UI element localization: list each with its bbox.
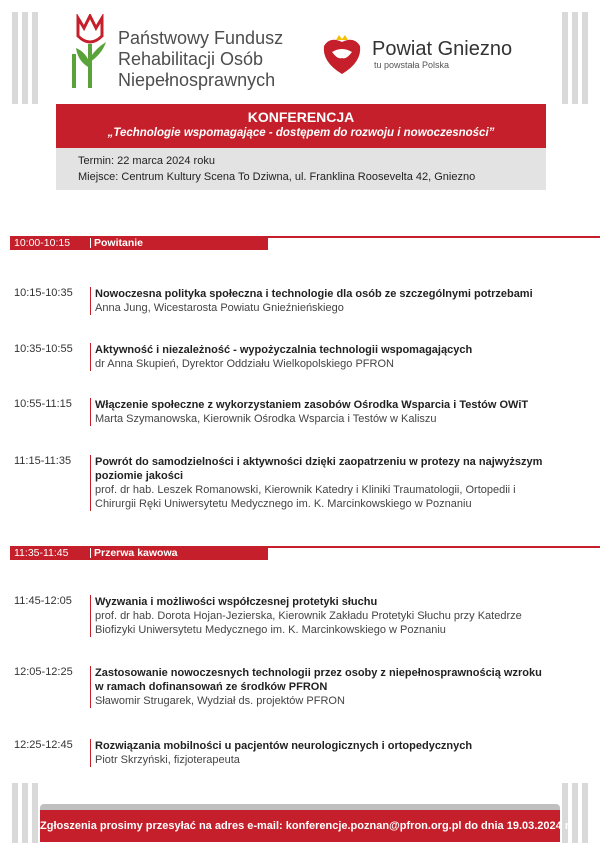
event-date: Termin: 22 marca 2024 roku: [78, 155, 215, 167]
conference-header: [56, 104, 546, 148]
pfron-name-line2: Rehabilitacji Osób: [118, 49, 264, 69]
conference-title: KONFERENCJA: [247, 109, 355, 125]
agenda-time: 11:45-12:05: [14, 595, 72, 607]
registration-text: Zgłoszenia prosimy przesyłać na adres e-mail: konferencje.poznan@pfron.org.pl do dnia 19.03.2024 r.: [40, 820, 572, 832]
powiat-logo: [320, 32, 512, 76]
agenda-speaker: prof. dr hab. Dorota Hojan-Jezierska, Kierownik Zakładu Protetyki Słuchu przy Katedrze Biofizyki Uniwersytetu Medycznego im. K. Marcinkowskiego w Poznaniu: [95, 610, 522, 636]
registration-footer: [40, 810, 572, 842]
decorative-bars-left: [12, 12, 38, 104]
powiat-tagline: tu powstała Polska: [374, 60, 450, 70]
decorative-bars-right: [562, 12, 588, 104]
agenda-speaker: Sławomir Strugarek, Wydział ds. projektów PFRON: [95, 695, 345, 707]
agenda-title: Rozwiązania mobilności u pacjentów neurologicznych i ortopedycznych: [95, 740, 473, 752]
agenda-time: 11:15-11:35: [14, 455, 72, 467]
section-label: Przerwa kawowa: [94, 547, 178, 559]
agenda-speaker: dr Anna Skupień, Dyrektor Oddziału Wielkopolskiego PFRON: [95, 358, 394, 370]
agenda-time: 10:35-10:55: [14, 343, 73, 355]
pfron-name-line1: Państwowy Fundusz: [118, 28, 284, 48]
section-coffee-break: [10, 546, 600, 560]
agenda-title: Aktywność i niezależność - wypożyczalnia technologii wspomagających: [95, 344, 473, 356]
agenda-time: 10:15-10:35: [14, 287, 73, 299]
agenda-title: Włączenie społeczne z wykorzystaniem zasobów Ośrodka Wsparcia i Testów OWiT: [95, 399, 529, 411]
decorative-bars-bottom-right: [562, 783, 588, 843]
agenda-speaker: Anna Jung, Wicestarosta Powiatu Gnieźnieńskiego: [95, 302, 344, 314]
agenda-speaker: Marta Szymanowska, Kierownik Ośrodka Wsparcia i Testów w Kaliszu: [95, 413, 437, 425]
decorative-bars-bottom-left: [12, 783, 38, 843]
powiat-name: Powiat Gniezno: [372, 38, 513, 60]
section-time: 10:00-10:15: [14, 237, 71, 249]
agenda-time: 12:25-12:45: [14, 739, 73, 751]
pfron-logo: [70, 14, 283, 91]
section-label: Powitanie: [94, 237, 144, 249]
agenda-speaker: Piotr Skrzyński, fizjoterapeuta: [95, 754, 240, 766]
pfron-name-line3: Niepełnosprawnych: [118, 70, 276, 90]
section-welcome: [10, 236, 600, 250]
agenda-title: Powrót do samodzielności i aktywności dzięki zaopatrzeniu w protezy na najwyższym poziomie jakości: [95, 456, 543, 482]
pfron-tulip-logo-icon: [70, 14, 110, 90]
event-info: [56, 148, 546, 190]
agenda-speaker: prof. dr hab. Leszek Romanowski, Kierownik Katedry i Kliniki Traumatologii, Ortopedii i Chirurgii Ręki Uniwersytetu Medycznego im. K. Marcinkowskiego w Poznaniu: [95, 484, 516, 510]
conference-subtitle: „Technologie wspomagające - dostępem do rozwoju i nowoczesności”: [107, 127, 495, 139]
agenda-title: Zastosowanie nowoczesnych technologii przez osoby z niepełnosprawnością wzroku w ramach dofinansowań ze środków PFRON: [95, 667, 542, 693]
agenda-time: 10:55-11:15: [14, 398, 72, 410]
agenda-title: Wyzwania i możliwości współczesnej protetyki słuchu: [95, 596, 378, 608]
agenda-time: 12:05-12:25: [14, 666, 73, 678]
event-place: Miejsce: Centrum Kultury Scena To Dziwna, ul. Franklina Roosevelta 42, Gniezno: [78, 171, 476, 183]
powiat-gniezno-crest-icon: [320, 32, 364, 76]
section-time: 11:35-11:45: [14, 547, 69, 559]
agenda-title: Nowoczesna polityka społeczna i technologie dla osób ze szczególnymi potrzebami: [95, 288, 533, 300]
